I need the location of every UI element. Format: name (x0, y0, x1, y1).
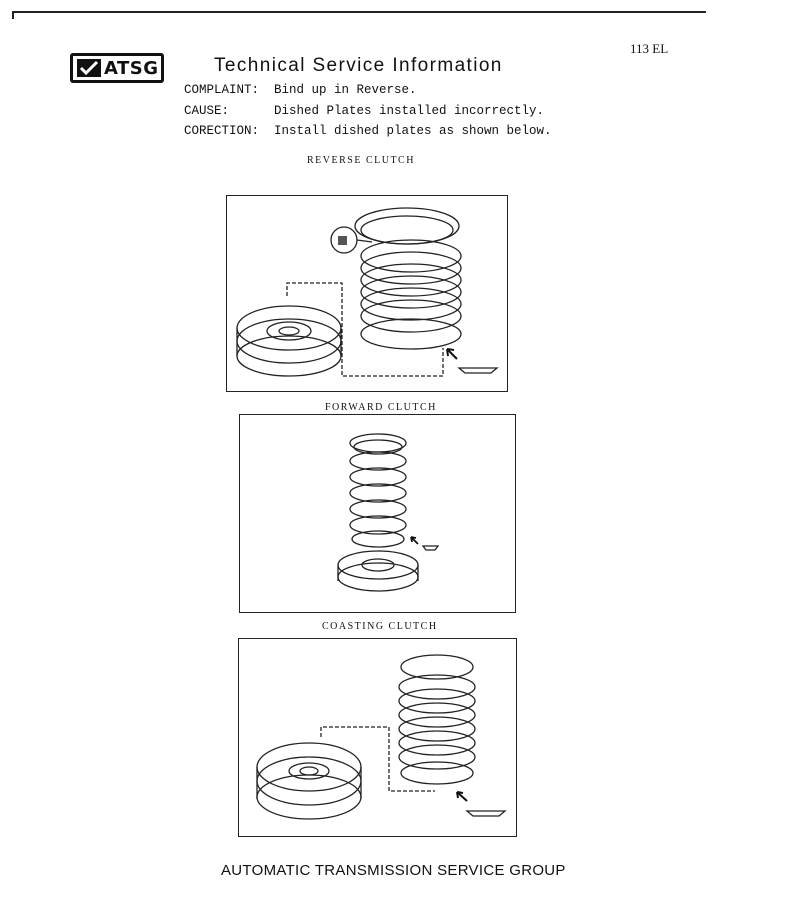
page-code: 113 EL (630, 41, 669, 56)
figure-caption-forward: FORWARD CLUTCH (325, 402, 437, 413)
coasting-clutch-drawing (239, 639, 518, 838)
logo-text: ATSG (104, 57, 159, 79)
info-value: Dished Plates installed incorrectly. (274, 104, 545, 118)
forward-clutch-drawing (240, 415, 517, 614)
figure-forward-clutch (239, 414, 516, 613)
info-label: CORECTION: (184, 124, 260, 138)
top-rule (12, 11, 706, 13)
figure-caption-reverse: REVERSE CLUTCH (307, 155, 415, 166)
footer-text: AUTOMATIC TRANSMISSION SERVICE GROUP (221, 862, 566, 879)
figure-caption-coasting: COASTING CLUTCH (322, 621, 438, 632)
info-value: Bind up in Reverse. (274, 83, 417, 97)
corner-rule (12, 11, 14, 19)
reverse-clutch-drawing (227, 196, 509, 393)
info-value: Install dished plates as shown below. (274, 124, 552, 138)
info-label: CAUSE: (184, 104, 230, 118)
checkmark-icon (77, 59, 101, 77)
info-label: COMPLAINT: (184, 83, 260, 97)
page-title: Technical Service Information (214, 55, 503, 76)
figure-coasting-clutch (238, 638, 517, 837)
atsg-logo (70, 53, 164, 83)
figure-reverse-clutch (226, 195, 508, 392)
